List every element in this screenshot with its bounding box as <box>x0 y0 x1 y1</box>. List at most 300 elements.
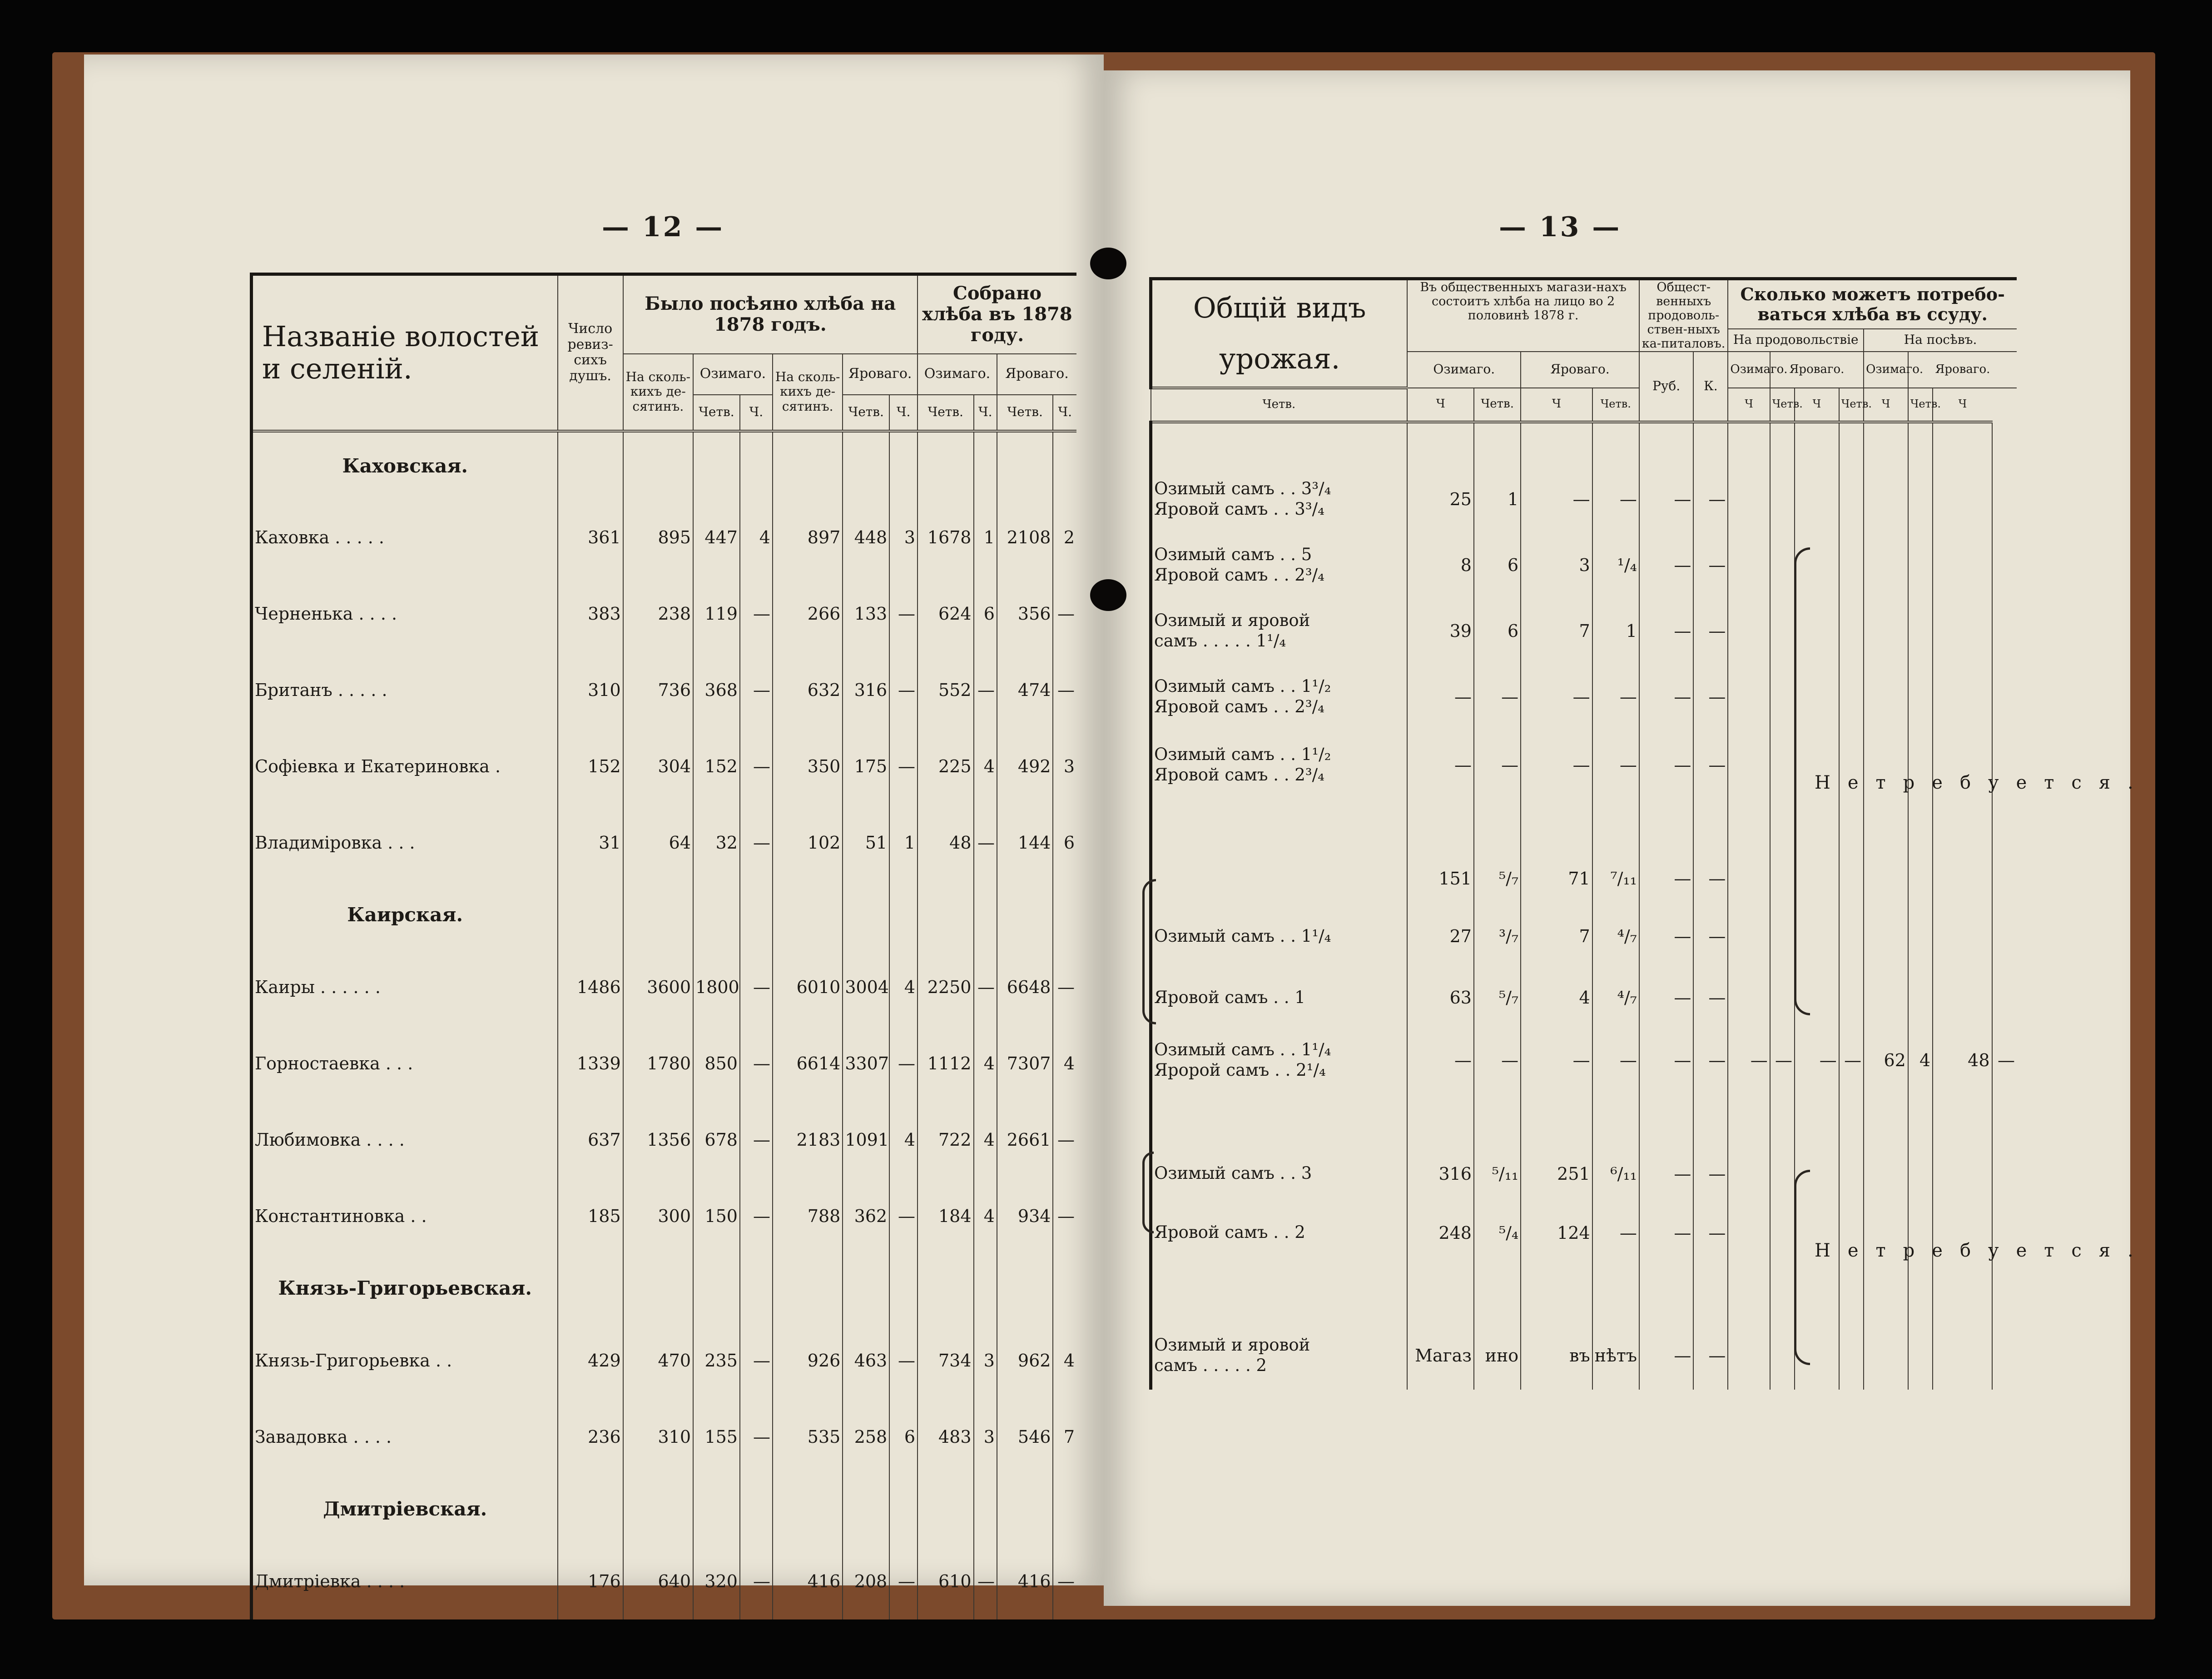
table-row <box>252 1399 1077 1475</box>
cell <box>740 1475 773 1543</box>
header-seed-winter: Озимаго. <box>1864 352 1908 388</box>
cell: 310 <box>558 652 623 728</box>
cell <box>974 1475 997 1543</box>
header-chetv: Четв. <box>1908 388 1933 422</box>
cell: — <box>740 1543 773 1619</box>
cell: 39 <box>1407 599 1474 663</box>
cell: — <box>1407 1026 1474 1094</box>
cell <box>1864 854 1908 904</box>
cell <box>1728 854 1770 904</box>
cell: 251 <box>1521 1149 1592 1199</box>
header-ch: Ч <box>1728 388 1770 422</box>
cell: 152 <box>558 728 623 805</box>
right-table <box>1149 277 2017 1390</box>
cell <box>997 1254 1053 1322</box>
header-food-winter: Озимаго. <box>1728 352 1770 388</box>
cell: 304 <box>623 728 693 805</box>
table-row <box>1151 663 2017 731</box>
volost-row <box>252 1475 1077 1543</box>
header-stores-winter: Озимаго. <box>1407 352 1521 388</box>
cell <box>1521 1267 1592 1321</box>
cell: 6614 <box>773 1025 843 1102</box>
cell: — <box>1639 467 1693 531</box>
cell <box>623 1254 693 1322</box>
cell <box>1474 1267 1521 1321</box>
cell <box>843 881 889 949</box>
cell <box>1474 422 1521 467</box>
cell: — <box>1053 576 1076 652</box>
cell <box>1728 1321 1770 1390</box>
cell <box>1728 663 1770 731</box>
cell: ⁶/₁₁ <box>1592 1149 1639 1199</box>
cell <box>623 431 693 499</box>
cell <box>1933 1267 1992 1321</box>
cell: 2250 <box>918 949 973 1025</box>
cell: 320 <box>693 1543 740 1619</box>
cell <box>1992 599 2017 663</box>
cell: — <box>1639 663 1693 731</box>
harvest-view: Озимый самъ . . 1¹/₂ Яровой самъ . . 2³/₄ <box>1151 731 1408 799</box>
cell <box>773 431 843 499</box>
cell <box>1693 422 1728 467</box>
header-ch: Ч. <box>1053 395 1076 431</box>
cell: — <box>1592 467 1639 531</box>
cell: — <box>1639 969 1693 1026</box>
cell <box>918 1254 973 1322</box>
header-chetv: Четв. <box>843 395 889 431</box>
cell: 1 <box>974 499 997 576</box>
cell <box>1693 1094 1728 1149</box>
cell <box>1864 467 1908 531</box>
cell: — <box>1639 531 1693 599</box>
cell <box>918 1475 973 1543</box>
cell <box>1728 1149 1770 1199</box>
cell: 4 <box>740 499 773 576</box>
header-collected: Собрано хлѣба въ 1878 году. <box>918 274 1076 354</box>
cell: 552 <box>918 652 973 728</box>
cell <box>974 881 997 949</box>
cell: 4 <box>889 949 918 1025</box>
volost-name: Князь-Григорьевская. <box>252 1254 558 1322</box>
cell <box>889 881 918 949</box>
cell <box>1992 422 2017 467</box>
cell: — <box>1693 1026 1728 1094</box>
volost-row <box>252 881 1077 949</box>
header-ch: Ч <box>1933 388 1992 422</box>
cell: — <box>1592 1026 1639 1094</box>
header-seed-spring: Яроваго. <box>1908 352 2017 388</box>
header-chetv: Четв. <box>1770 388 1795 422</box>
cell: 470 <box>623 1322 693 1399</box>
village-name: Черненька . . . . <box>252 576 558 652</box>
cell: 3 <box>1521 531 1592 599</box>
table-row <box>252 1322 1077 1399</box>
cell: 6 <box>1474 599 1521 663</box>
cell <box>1908 663 1933 731</box>
cell: въ <box>1521 1321 1592 1390</box>
cell: — <box>740 1102 773 1178</box>
cell <box>974 1254 997 1322</box>
cell <box>1728 599 1770 663</box>
cell <box>1770 731 1795 799</box>
harvest-view: Яровой самъ . . 2 <box>1151 1199 1408 1267</box>
harvest-view: Озимый самъ . . 1¹/₂ Яровой самъ . . 2³/₄ <box>1151 663 1408 731</box>
cell: 4 <box>1908 1026 1933 1094</box>
cell <box>889 431 918 499</box>
cell <box>1053 431 1076 499</box>
cell: 4 <box>974 1102 997 1178</box>
cell <box>1839 1321 1864 1390</box>
table-row <box>1151 1026 2017 1094</box>
cell: 362 <box>843 1178 889 1254</box>
village-name: Дмитріевка . . . . <box>252 1543 558 1619</box>
cell <box>1933 531 1992 599</box>
header-chetv: Четв. <box>1151 388 1408 422</box>
cell <box>1933 467 1992 531</box>
cell <box>1908 1321 1933 1390</box>
cell <box>773 881 843 949</box>
cell: — <box>1693 531 1728 599</box>
cell: 447 <box>693 499 740 576</box>
cell: 897 <box>773 499 843 576</box>
cell <box>1053 1475 1076 1543</box>
table-row <box>1151 467 2017 531</box>
cell: нѣтъ <box>1592 1321 1639 1390</box>
cell <box>1474 1094 1521 1149</box>
cell: 185 <box>558 1178 623 1254</box>
cell: 1780 <box>623 1025 693 1102</box>
cell <box>1795 422 1839 467</box>
cell: 2 <box>1053 499 1076 576</box>
left-page <box>84 55 1104 1591</box>
cell: 3 <box>1053 728 1076 805</box>
cell: 248 <box>1407 1199 1474 1267</box>
header-chetv: Четв. <box>1474 388 1521 422</box>
cell: — <box>740 805 773 881</box>
cell <box>918 881 973 949</box>
cell: 356 <box>997 576 1053 652</box>
cell <box>1864 531 1908 599</box>
cell: 6 <box>974 576 997 652</box>
volost-name: Дмитріевская. <box>252 1475 558 1543</box>
cell <box>1639 799 1693 854</box>
cell <box>1770 1267 1795 1321</box>
cell: 350 <box>773 728 843 805</box>
cell: 3004 <box>843 949 889 1025</box>
cell: 361 <box>558 499 623 576</box>
cell: 610 <box>918 1543 973 1619</box>
cell <box>1770 531 1795 599</box>
cell: — <box>740 1322 773 1399</box>
cell <box>623 1475 693 1543</box>
cell <box>1908 422 1933 467</box>
cell: 1356 <box>623 1102 693 1178</box>
cell: — <box>1407 663 1474 731</box>
cell <box>1728 467 1770 531</box>
table-row <box>1151 904 2017 969</box>
cell <box>1639 1267 1693 1321</box>
header-kop: К. <box>1693 352 1728 422</box>
cell: 63 <box>1407 969 1474 1026</box>
header-sown: Было посѣяно хлѣба на 1878 годъ. <box>623 274 918 354</box>
cell: 6 <box>889 1399 918 1475</box>
header-sown-winter: Озимаго. <box>693 354 773 395</box>
cell: 640 <box>623 1543 693 1619</box>
cell <box>1992 1267 2017 1321</box>
cell: 133 <box>843 576 889 652</box>
cell: 448 <box>843 499 889 576</box>
cell <box>1407 1267 1474 1321</box>
cell <box>1728 731 1770 799</box>
cell <box>1908 467 1933 531</box>
cell: 416 <box>773 1543 843 1619</box>
cell: ⁴/₇ <box>1592 904 1639 969</box>
cell <box>1908 1267 1933 1321</box>
cell: — <box>1592 663 1639 731</box>
cell: 1091 <box>843 1102 889 1178</box>
cell: — <box>1521 663 1592 731</box>
table-row <box>1151 1149 2017 1199</box>
header-sown-spring: Яроваго. <box>843 354 918 395</box>
cell <box>1839 854 1864 904</box>
cell: 6 <box>1053 805 1076 881</box>
cell <box>997 1475 1053 1543</box>
cell: — <box>1407 731 1474 799</box>
volost-name: Каирская. <box>252 881 558 949</box>
cell <box>1908 799 1933 854</box>
cell <box>1407 799 1474 854</box>
cell <box>1933 1321 1992 1390</box>
cell <box>1992 467 2017 531</box>
harvest-view <box>1151 1267 1408 1321</box>
cell: 4 <box>1521 969 1592 1026</box>
cell: 184 <box>918 1178 973 1254</box>
cell <box>558 431 623 499</box>
cell <box>1864 799 1908 854</box>
table-row <box>252 652 1077 728</box>
cell: — <box>974 652 997 728</box>
cell: — <box>740 728 773 805</box>
header-ch: Ч. <box>889 395 918 431</box>
cell: 722 <box>918 1102 973 1178</box>
cell: — <box>1693 467 1728 531</box>
cell: 102 <box>773 805 843 881</box>
harvest-view <box>1151 799 1408 854</box>
cell <box>1839 969 1864 1026</box>
cell: — <box>1474 663 1521 731</box>
cell: 4 <box>1053 1025 1076 1102</box>
cell: 266 <box>773 576 843 652</box>
cell <box>1933 854 1992 904</box>
cell: — <box>1521 1026 1592 1094</box>
cell <box>1839 1094 1864 1149</box>
cell: 175 <box>843 728 889 805</box>
cell: 895 <box>623 499 693 576</box>
header-chetv: Четв. <box>997 395 1053 431</box>
header-name: Названіе волостей и селеній. <box>252 274 558 431</box>
cell: 2183 <box>773 1102 843 1178</box>
cell: — <box>889 576 918 652</box>
village-name: Каховка . . . . . <box>252 499 558 576</box>
cell: — <box>974 1543 997 1619</box>
cell <box>740 431 773 499</box>
cell <box>1839 599 1864 663</box>
cell: 934 <box>997 1178 1053 1254</box>
cell: ⁵/₇ <box>1474 854 1521 904</box>
page-number-left: — 12 — <box>602 211 724 243</box>
header-ch: Ч. <box>974 395 997 431</box>
cell <box>1992 1149 2017 1199</box>
cell <box>1864 904 1908 969</box>
cell: 119 <box>693 576 740 652</box>
cell: ¹/₄ <box>1592 531 1639 599</box>
cell <box>843 1475 889 1543</box>
cell: 1800 <box>693 949 740 1025</box>
table-row <box>1151 422 2017 467</box>
cell: 1339 <box>558 1025 623 1102</box>
cell <box>558 881 623 949</box>
harvest-view: Озимый самъ . . 3³/₄ Яровой самъ . . 3³/₄ <box>1151 467 1408 531</box>
harvest-view <box>1151 1094 1408 1149</box>
cell: — <box>1592 731 1639 799</box>
header-rub: Руб. <box>1639 352 1693 422</box>
cell <box>1521 422 1592 467</box>
cell <box>1053 881 1076 949</box>
cell: — <box>889 1543 918 1619</box>
harvest-view <box>1151 854 1408 904</box>
header-ch: Ч <box>1864 388 1908 422</box>
cell: 150 <box>693 1178 740 1254</box>
cell: 144 <box>997 805 1053 881</box>
table-row <box>1151 531 2017 599</box>
header-capital: Общест-венныхъ продоволь-ствен-ныхъ ка-питаловъ. <box>1639 279 1728 352</box>
cell: ³/₇ <box>1474 904 1521 969</box>
binding-hole-1 <box>1090 248 1126 279</box>
cell <box>1693 1267 1728 1321</box>
village-name: Константиновка . . <box>252 1178 558 1254</box>
cell: — <box>1795 1026 1839 1094</box>
header-stores-spring: Яроваго. <box>1521 352 1639 388</box>
cell: — <box>889 652 918 728</box>
cell <box>1992 904 2017 969</box>
cell: — <box>1693 854 1728 904</box>
cell: 25 <box>1407 467 1474 531</box>
cell <box>1992 531 2017 599</box>
cell <box>1728 1267 1770 1321</box>
cell <box>1770 854 1795 904</box>
cell: ⁵/₄ <box>1474 1199 1521 1267</box>
cell <box>1933 422 1992 467</box>
cell: — <box>889 728 918 805</box>
cell: — <box>1053 949 1076 1025</box>
cell: 6 <box>1474 531 1521 599</box>
harvest-view: Яровой самъ . . 1 <box>1151 969 1408 1026</box>
cell <box>1933 904 1992 969</box>
cell <box>1728 422 1770 467</box>
header-collected-spring: Яроваго. <box>997 354 1076 395</box>
cell: 151 <box>1407 854 1474 904</box>
cell: 64 <box>623 805 693 881</box>
cell <box>997 881 1053 949</box>
cell <box>1864 969 1908 1026</box>
cell: 1112 <box>918 1025 973 1102</box>
cell: 2108 <box>997 499 1053 576</box>
cell: — <box>740 576 773 652</box>
cell: — <box>1693 663 1728 731</box>
cell <box>1592 1094 1639 1149</box>
cell <box>740 1254 773 1322</box>
cell <box>1992 854 2017 904</box>
village-name: Софіевка и Екатериновка . <box>252 728 558 805</box>
cell <box>1770 799 1795 854</box>
brace-left-1 <box>1142 879 1156 1024</box>
cell: — <box>1639 1321 1693 1390</box>
cell: — <box>1693 904 1728 969</box>
cell: — <box>1693 1199 1728 1267</box>
cell <box>1908 599 1933 663</box>
cell: 1 <box>1474 467 1521 531</box>
cell: — <box>1770 1026 1795 1094</box>
cell <box>693 1475 740 1543</box>
harvest-view: Озимый самъ . . 1¹/₄ Яророй самъ . . 2¹/₄ <box>1151 1026 1408 1094</box>
cell <box>974 431 997 499</box>
volost-row <box>252 1254 1077 1322</box>
cell: — <box>889 1322 918 1399</box>
cell: 4 <box>974 728 997 805</box>
cell: — <box>1693 1149 1728 1199</box>
cell: 1 <box>889 805 918 881</box>
cell: 7307 <box>997 1025 1053 1102</box>
cell: 7 <box>1521 904 1592 969</box>
cell: 235 <box>693 1322 740 1399</box>
cell <box>1728 1094 1770 1149</box>
cell: 962 <box>997 1322 1053 1399</box>
header-ch: Ч <box>1795 388 1839 422</box>
cell <box>1770 663 1795 731</box>
volost-row <box>252 431 1077 499</box>
cell: Магаз <box>1407 1321 1474 1390</box>
cell: 3 <box>974 1322 997 1399</box>
cell <box>1728 531 1770 599</box>
header-ch: Ч <box>1521 388 1592 422</box>
cell: 734 <box>918 1322 973 1399</box>
cell <box>1933 969 1992 1026</box>
cell <box>1053 1254 1076 1322</box>
cell: 474 <box>997 652 1053 728</box>
cell <box>1992 663 2017 731</box>
cell <box>1474 799 1521 854</box>
cell <box>1770 1094 1795 1149</box>
cell <box>889 1254 918 1322</box>
cell: 7 <box>1053 1399 1076 1475</box>
cell <box>1795 467 1839 531</box>
cell <box>918 431 973 499</box>
cell: 236 <box>558 1399 623 1475</box>
cell: — <box>1639 904 1693 969</box>
cell: 310 <box>623 1399 693 1475</box>
cell: 7 <box>1521 599 1592 663</box>
cell <box>1864 1094 1908 1149</box>
cell: 6648 <box>997 949 1053 1025</box>
cell <box>1864 599 1908 663</box>
cell <box>843 431 889 499</box>
cell: 1486 <box>558 949 623 1025</box>
header-stores: Въ общественныхъ магази-нахъ состоитъ хлѣба на лицо во 2 половинѣ 1878 г. <box>1407 279 1639 352</box>
village-name: Князь-Григорьевка . . <box>252 1322 558 1399</box>
table-row <box>252 1178 1077 1254</box>
right-page <box>1104 70 2151 1606</box>
cell: — <box>1992 1026 2017 1094</box>
